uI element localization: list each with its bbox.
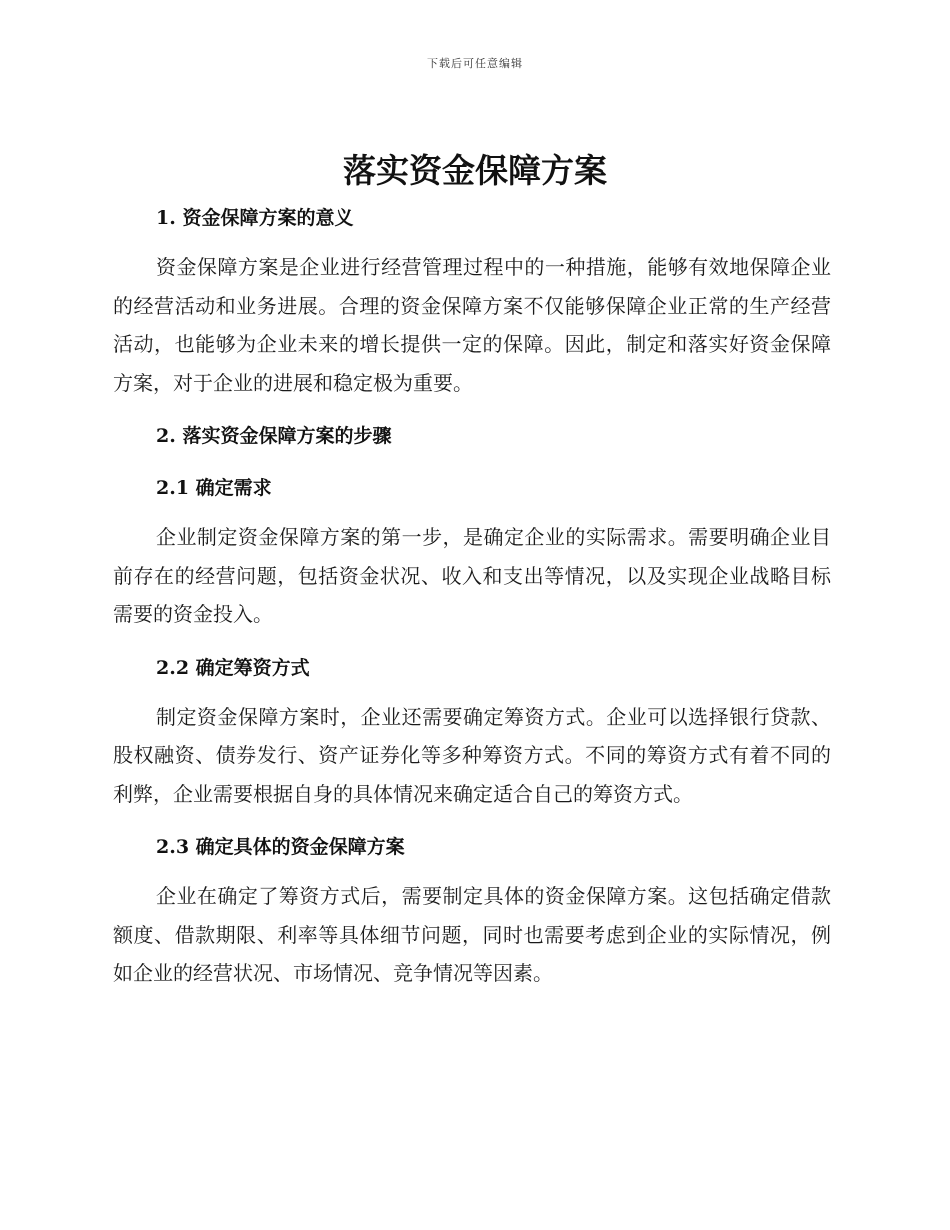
section-paragraph-2-1: 企业制定资金保障方案的第一步，是确定企业的实际需求。需要明确企业目前存在的经营问题，包括资金状况、收入和支出等情况，以及实现企业战略目标需要的资金投入。 xyxy=(113,525,831,626)
section-paragraph-2-2: 制定资金保障方案时，企业还需要确定筹资方式。企业可以选择银行贷款、股权融资、债券发行、资产证券化等多种筹资方式。不同的筹资方式有着不同的利弊，企业需要根据自身的具体情况来确定适合自己的筹资方式。 xyxy=(113,704,831,806)
section-heading-2-1: 2.1 确定需求 xyxy=(156,477,272,499)
header-note: 下载后可任意编辑 xyxy=(427,57,523,70)
section-heading-2-2: 2.2 确定筹资方式 xyxy=(156,656,310,679)
document-title: 落实资金保障方案 xyxy=(343,151,607,190)
document-body xyxy=(113,200,831,993)
section-heading-2: 2. 落实资金保障方案的步骤 xyxy=(156,425,392,447)
section-paragraph-2-3: 企业在确定了筹资方式后，需要制定具体的资金保障方案。这包括确定借款额度、借款期限、利率等具体细节问题，同时也需要考虑到企业的实际情况，例如企业的经营状况、市场情况、竞争情况等因素。 xyxy=(113,884,831,985)
section-heading-2-3: 2.3 确定具体的资金保障方案 xyxy=(156,836,405,858)
section-heading-1: 1. 资金保障方案的意义 xyxy=(156,207,354,229)
section-paragraph-1: 资金保障方案是企业进行经营管理过程中的一种措施，能够有效地保障企业的经营活动和业务进展。合理的资金保障方案不仅能够保障企业正常的生产经营活动，也能够为企业未来的增长提供一定的保障。因此，制定和落实好资金保障方案，对于企业的进展和稳定极为重要。 xyxy=(113,255,831,395)
